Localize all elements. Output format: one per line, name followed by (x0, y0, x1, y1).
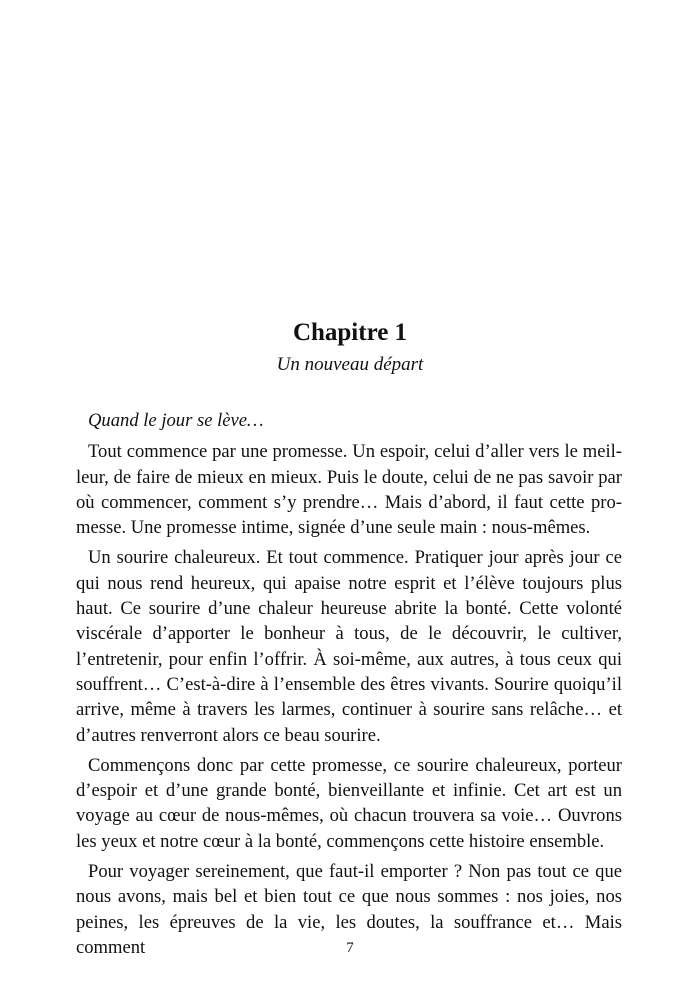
paragraph: Pour voyager sereinement, que faut-il emporter ? Non pas tout ce que nous avons, mais bel et bien tout ce que nous sommes : nos joies, nos peines, les épreuves de la vie, les doutes, la souffrance et… Mais comment (76, 861, 622, 958)
chapter-title: Chapitre 1 (292, 319, 408, 346)
chapter-subtitle: Un nouveau départ (276, 354, 424, 375)
chapter-heading (0, 318, 700, 378)
paragraph: Un sourire chaleureux. Et tout commence. Pratiquer jour après jour ce qui nous rend heureux, qui apaise notre esprit et l’élève toujours plus haut. Ce sourire d’une chaleur heureuse abrite la bonté. Cette volonté viscérale d’apporter le bonheur à tous, de le découvrir, le cultiver, l’entretenir, pour enfin l’offrir. À soi-même, aux autres, à tous ceux qui souffrent… C’est-à-dire à l’ensemble des êtres vivants. Sourire quoiqu’il arrive, même à travers les larmes, continuer à sourire sans relâche… et d’autres renverront alors ce beau sourire. (76, 547, 622, 746)
chapter-body (76, 408, 622, 965)
page-number: 7 (346, 940, 354, 956)
epigraph: Quand le jour se lève… (88, 410, 264, 431)
paragraph: Tout commence par une promesse. Un espoir, celui d’aller vers le meilleur, de faire de mieux en mieux. Puis le doute, celui de ne pas savoir par où commencer, comment s’y prendre… Mais d’abord, il faut cette promesse. Une promesse intime, signée d’une seule main : nous-mêmes. (76, 441, 622, 539)
paragraph: Commençons donc par cette promesse, ce sourire chaleureux, porteur d’espoir et d’une grande bonté, bienveillante et infinie. Cet art est un voyage au cœur de nous-mêmes, où chacun trouvera sa voie… Ouvrons les yeux et notre cœur à la bonté, commençons cette histoire ensemble. (76, 754, 622, 852)
